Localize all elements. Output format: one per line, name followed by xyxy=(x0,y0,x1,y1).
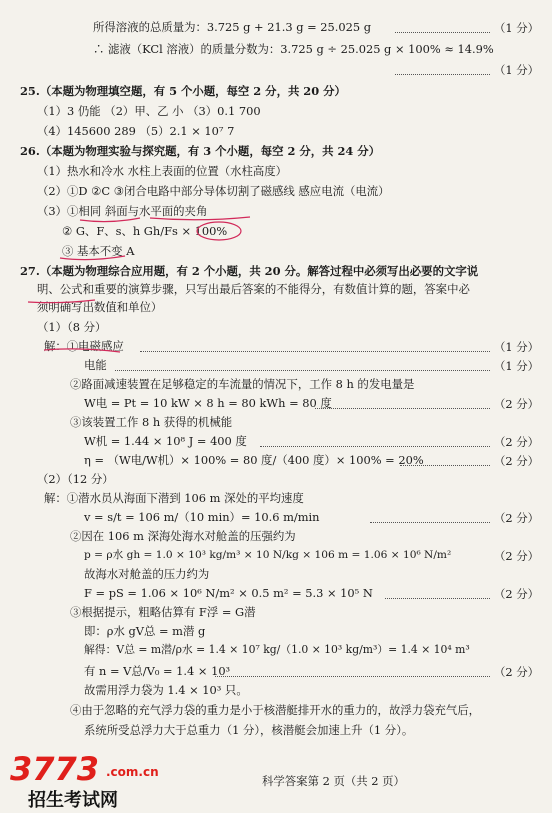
svg-text:3773: 3773 xyxy=(10,750,100,788)
text-line: （3）①相同 斜面与水平面的夹角 xyxy=(37,204,208,218)
text-line: 系统所受总浮力大于总重力（1 分），核潜艇会加速上升（1 分）。 xyxy=(84,723,414,737)
text-line: （1）（8 分） xyxy=(37,320,107,334)
text-line: ②路面减速装置在足够稳定的车流量的情况下，工作 8 h 的发电量是 xyxy=(70,377,415,391)
question-27-heading: 27.（本题为物理综合应用题，有 2 个小题，共 20 分。解答过程中必须写出必要的文字说 xyxy=(20,264,479,278)
text-line: （2）①D ②C ③闭合电路中部分导体切割了磁感线 感应电流（电流） xyxy=(37,184,390,198)
svg-text:招生考试网: 招生考试网 xyxy=(28,790,118,810)
text-line: ②因在 106 m 深海处海水对舱盖的压强约为 xyxy=(70,529,296,543)
text-line: 所得溶液的总质量为：3.725 g + 21.3 g = 25.025 g xyxy=(93,20,372,34)
text-line: （4）145600 289 （5）2.1 × 10⁷ 7 xyxy=(37,124,235,138)
text-line: 有 n = V总/V₀ = 1.4 × 10³ xyxy=(84,664,231,678)
text-line: ③该装置工作 8 h 获得的机械能 xyxy=(70,415,233,429)
text-line: ③ 基本不变 A xyxy=(62,244,135,258)
score-label: （2 分） xyxy=(494,549,540,563)
text-line: ④由于忽略的充气浮力袋的重力是小于核潜艇排开水的重力的，故浮力袋充气后， xyxy=(70,703,481,717)
svg-text:.com.cn: .com.cn xyxy=(106,765,159,779)
text-line: 须明确写出数值和单位） xyxy=(37,300,163,314)
score-label: （1 分） xyxy=(494,63,540,77)
text-line: （1）3 仍能 （2）甲、乙 小 （3）0.1 700 xyxy=(37,104,261,118)
text-line: p = ρ水 gh = 1.0 × 10³ kg/m³ × 10 N/kg × 106 m = 1.06 × 10⁶ N/m² xyxy=(84,549,452,561)
score-label: （1 分） xyxy=(494,21,540,35)
score-label: （2 分） xyxy=(494,665,540,679)
score-label: （1 分） xyxy=(494,340,540,354)
text-line: η = （W电/W机）× 100% = 80 度/（400 度）× 100% = 20% xyxy=(84,453,424,467)
text-line: ∴ 滤液（KCl 溶液）的质量分数为：3.725 g ÷ 25.025 g × 100% ≈ 14.9% xyxy=(93,42,494,56)
text-line: W电 = Pt = 10 kW × 8 h = 80 kWh = 80 度 xyxy=(84,396,332,410)
score-label: （2 分） xyxy=(494,397,540,411)
text-line: 即：ρ水 gV总 = m潜 g xyxy=(84,624,206,638)
text-line: ③根据提示，粗略估算有 F浮 = G潜 xyxy=(70,605,256,619)
score-label: （1 分） xyxy=(494,359,540,373)
text-line: ② G、F、s、h Gh/Fs × 100% xyxy=(62,224,228,238)
score-label: （2 分） xyxy=(494,454,540,468)
site-logo xyxy=(6,746,196,810)
question-25-heading: 25.（本题为物理填空题，有 5 个小题，每空 2 分，共 20 分） xyxy=(20,84,346,98)
text-line: 故海水对舱盖的压力约为 xyxy=(84,567,210,581)
text-line: 明、公式和重要的演算步骤，只写出最后答案的不能得分，有数值计算的题，答案中必 xyxy=(37,282,470,296)
text-line: F = pS = 1.06 × 10⁶ N/m² × 0.5 m² = 5.3 × 10⁵ N xyxy=(84,586,373,600)
score-label: （2 分） xyxy=(494,435,540,449)
text-line: （2）（12 分） xyxy=(37,472,114,486)
question-26-heading: 26.（本题为物理实验与探究题，有 3 个小题，每空 2 分，共 24 分） xyxy=(20,144,381,158)
text-line: 解：①潜水员从海面下潜到 106 m 深处的平均速度 xyxy=(44,491,304,505)
text-line: 解得：V总 = m潜/ρ水 = 1.4 × 10⁷ kg/（1.0 × 10³ kg/m³）= 1.4 × 10⁴ m³ xyxy=(84,643,470,656)
text-line: v = s/t = 106 m/（10 min）= 10.6 m/min xyxy=(84,510,320,524)
page-footer: 科学答案第 2 页（共 2 页） xyxy=(262,774,405,788)
text-line: 电能 xyxy=(84,358,107,372)
text-line: 故需用浮力袋为 1.4 × 10³ 只。 xyxy=(84,683,248,697)
score-label: （2 分） xyxy=(494,511,540,525)
text-line: 解：①电磁感应 xyxy=(44,339,124,353)
text-line: （1）热水和冷水 水柱上表面的位置（水柱高度） xyxy=(37,164,288,178)
text-line: W机 = 1.44 × 10⁸ J = 400 度 xyxy=(84,434,247,448)
score-label: （2 分） xyxy=(494,587,540,601)
